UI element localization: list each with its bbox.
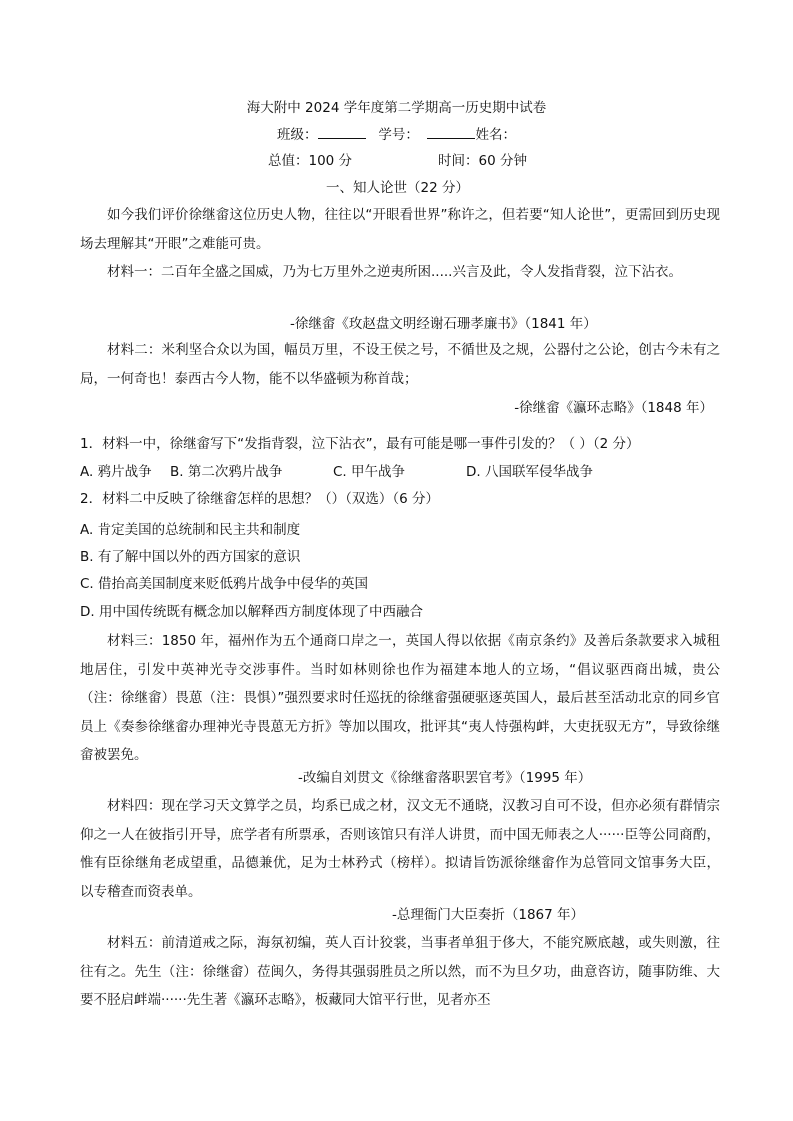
material-1: 材料一：二百年全盛之国威，乃为七万里外之逆夷所困.....兴言及此，令人发指背裂，泣下沾衣。 (107, 264, 682, 280)
q1-option-c[interactable]: C. 甲午战争 (333, 464, 406, 480)
question-2: 2．材料二中反映了徐继畲怎样的思想？（）（双选）（6 分） (80, 491, 439, 507)
material-2-source: -徐继畲《瀛环志略》（1848 年） (514, 400, 713, 416)
student-no-blank[interactable] (427, 126, 475, 139)
student-info-line (0, 126, 793, 144)
student-no-label: 学号： (378, 127, 419, 143)
material-3-source: -改编自刘贯文《徐继畲落职罢官考》（1995 年） (298, 770, 592, 786)
material-3: 材料三：1850 年，福州作为五个通商口岸之一，英国人得以依据《南京条约》及善后条款要求入城租地居住，引发中英神光寺交涉事件。当时如林则徐也作为福建本地人的立场，“倡议驱西商出城，贵公（注：徐继畲）畏葸（注：畏惧）”强烈要求时任巡抚的徐继畲强硬驱逐英国人，最后甚至活动北京的同乡官员上《奏参徐继畲办理神光寺畏葸无方折》等加以围攻，批评其“夷人恃强构衅，大吏抚驭无方”，导致徐继畲被罢免。 (80, 633, 720, 763)
material-5: 材料五：前清道戒之际，海氛初编，英人百计狡裳，当事者单狙于侈大，不能究厥底越，或失则激，往往有之。先生（注：徐继畲）莅闽久，务得其强弱胜员之所以然，而不为旦夕功，曲意咨访，随事防维、大要不胫启衅端······先生著《瀛环志略》，板藏同大馆平行世，见者亦丕 (80, 935, 720, 1008)
name-label: 姓名： (475, 127, 516, 143)
q2-option-a[interactable]: A. 肯定美国的总统制和民主共和制度 (80, 522, 301, 538)
material-4: 材料四：现在学习天文算学之员，均系已成之材，汉文无不通晓，汉教习自可不设，但亦必须有群情宗仰之一人在彼指引开导，庶学者有所票承，否则该馆只有洋人讲贯，而中国无师表之人······臣等公同商酌，惟有臣徐继角老成望重，品德兼优，足为士林矜式（榜样）。拟请旨饬派徐继畲作为总管同文馆事务大臣，以专稽查而资表单。 (80, 798, 720, 900)
q2-option-b[interactable]: B. 有了解中国以外的西方国家的意识 (80, 549, 301, 565)
q1-option-b[interactable]: B. 第二次鸦片战争 (170, 464, 283, 480)
material-4-source: -总理衙门大臣奏折（1867 年） (392, 907, 585, 923)
material-2: 材料二：米利坚合众以为国，幅员万里，不设王侯之号，不循世及之规，公器付之公论，创古今未有之局，一何奇也！泰西古今人物，能不以华盛顿为称首哉； (80, 342, 720, 387)
question-1: 1．材料一中，徐继畲写下“发指背裂，泣下沾衣”，最有可能是哪一事件引发的？（ ）（2 分） (80, 436, 640, 452)
class-blank[interactable] (318, 126, 366, 139)
exam-time: 时间：60 分钟 (438, 153, 527, 169)
class-label: 班级： (277, 127, 318, 143)
intro-paragraph: 如今我们评价徐继畲这位历史人物，往往以“开眼看世界”称许之，但若要“知人论世”，更需回到历史现场去理解其“开眼”之难能可贵。 (80, 207, 720, 252)
q2-option-c[interactable]: C. 借抬高美国制度来贬低鸦片战争中侵华的英国 (80, 576, 369, 592)
exam-title: 海大附中 2024 学年度第二学期高一历史期中试卷 (246, 100, 547, 116)
material-1-source: -徐继畲《玫赵盘文明经谢石珊孝廉书》（1841 年） (290, 316, 597, 332)
q2-option-d[interactable]: D. 用中国传统既有概念加以解释西方制度体现了中西融合 (80, 604, 423, 620)
q1-option-d[interactable]: D. 八国联军侵华战争 (466, 464, 593, 480)
total-score: 总值：100 分 (268, 153, 353, 169)
q1-option-a[interactable]: A. 鸦片战争 (80, 464, 152, 480)
section-heading: 一、知人论世（22 分） (326, 180, 469, 196)
